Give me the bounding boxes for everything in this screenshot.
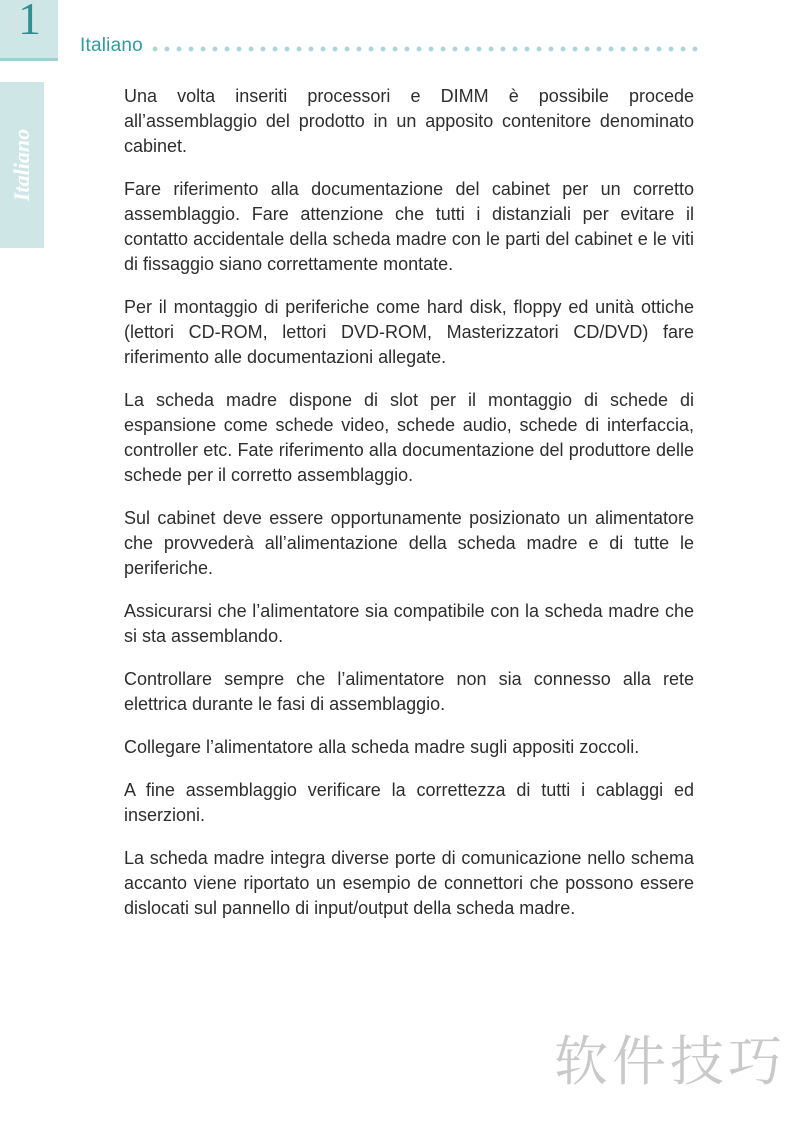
paragraph: Una volta inseriti processori e DIMM è possibile procede all’assemblaggio del prodotto in un apposito contenitore denominato cabinet.: [124, 86, 694, 156]
paragraph: A fine assemblaggio verificare la correttezza di tutti i cablaggi ed inserzioni.: [124, 780, 694, 825]
paragraph: Fare riferimento alla documentazione del cabinet per un corretto assemblaggio. Fare attenzione che tutti i distanziali per evitare il contatto accidentale della scheda madre con le parti del cabinet e le viti di fissaggio siano correttamente montate.: [124, 179, 694, 274]
paragraph: La scheda madre integra diverse porte di comunicazione nello schema accanto viene riportato un esempio de connettori che possono essere dislocati sul pannello di input/output della scheda madre.: [124, 848, 694, 918]
paragraph: Assicurarsi che l’alimentatore sia compatibile con la scheda madre che si sta assemblando.: [124, 601, 694, 646]
paragraph: Sul cabinet deve essere opportunamente posizionato un alimentatore che provvederà all’alimentazione della scheda madre e di tutte le periferiche.: [124, 508, 694, 578]
paragraph: Collegare l’alimentatore alla scheda madre sugli appositi zoccoli.: [124, 737, 640, 757]
watermark: 软件技巧: [554, 1030, 786, 1093]
header-title: Italiano: [80, 35, 143, 56]
paragraph: La scheda madre dispone di slot per il montaggio di schede di espansione come schede video, schede audio, schede di interfaccia, controller etc. Fate riferimento alla documentazione del produttore delle schede per il corretto assemblaggio.: [124, 390, 694, 485]
language-side-tab: [0, 82, 44, 248]
page-number-tab: [0, 0, 58, 61]
page-header: [80, 34, 700, 58]
page-number: 1: [18, 0, 41, 44]
paragraph: Per il montaggio di periferiche come hard disk, floppy ed unità ottiche (lettori CD-ROM, lettori DVD-ROM, Masterizzatori CD/DVD) fare riferimento alle documentazioni allegate.: [124, 297, 694, 367]
side-tab-label: Italiano: [9, 128, 34, 202]
body-text: [124, 84, 694, 939]
paragraph: Controllare sempre che l’alimentatore non sia connesso alla rete elettrica durante le fasi di assemblaggio.: [124, 669, 694, 714]
header-dotted-rule: [149, 45, 700, 53]
